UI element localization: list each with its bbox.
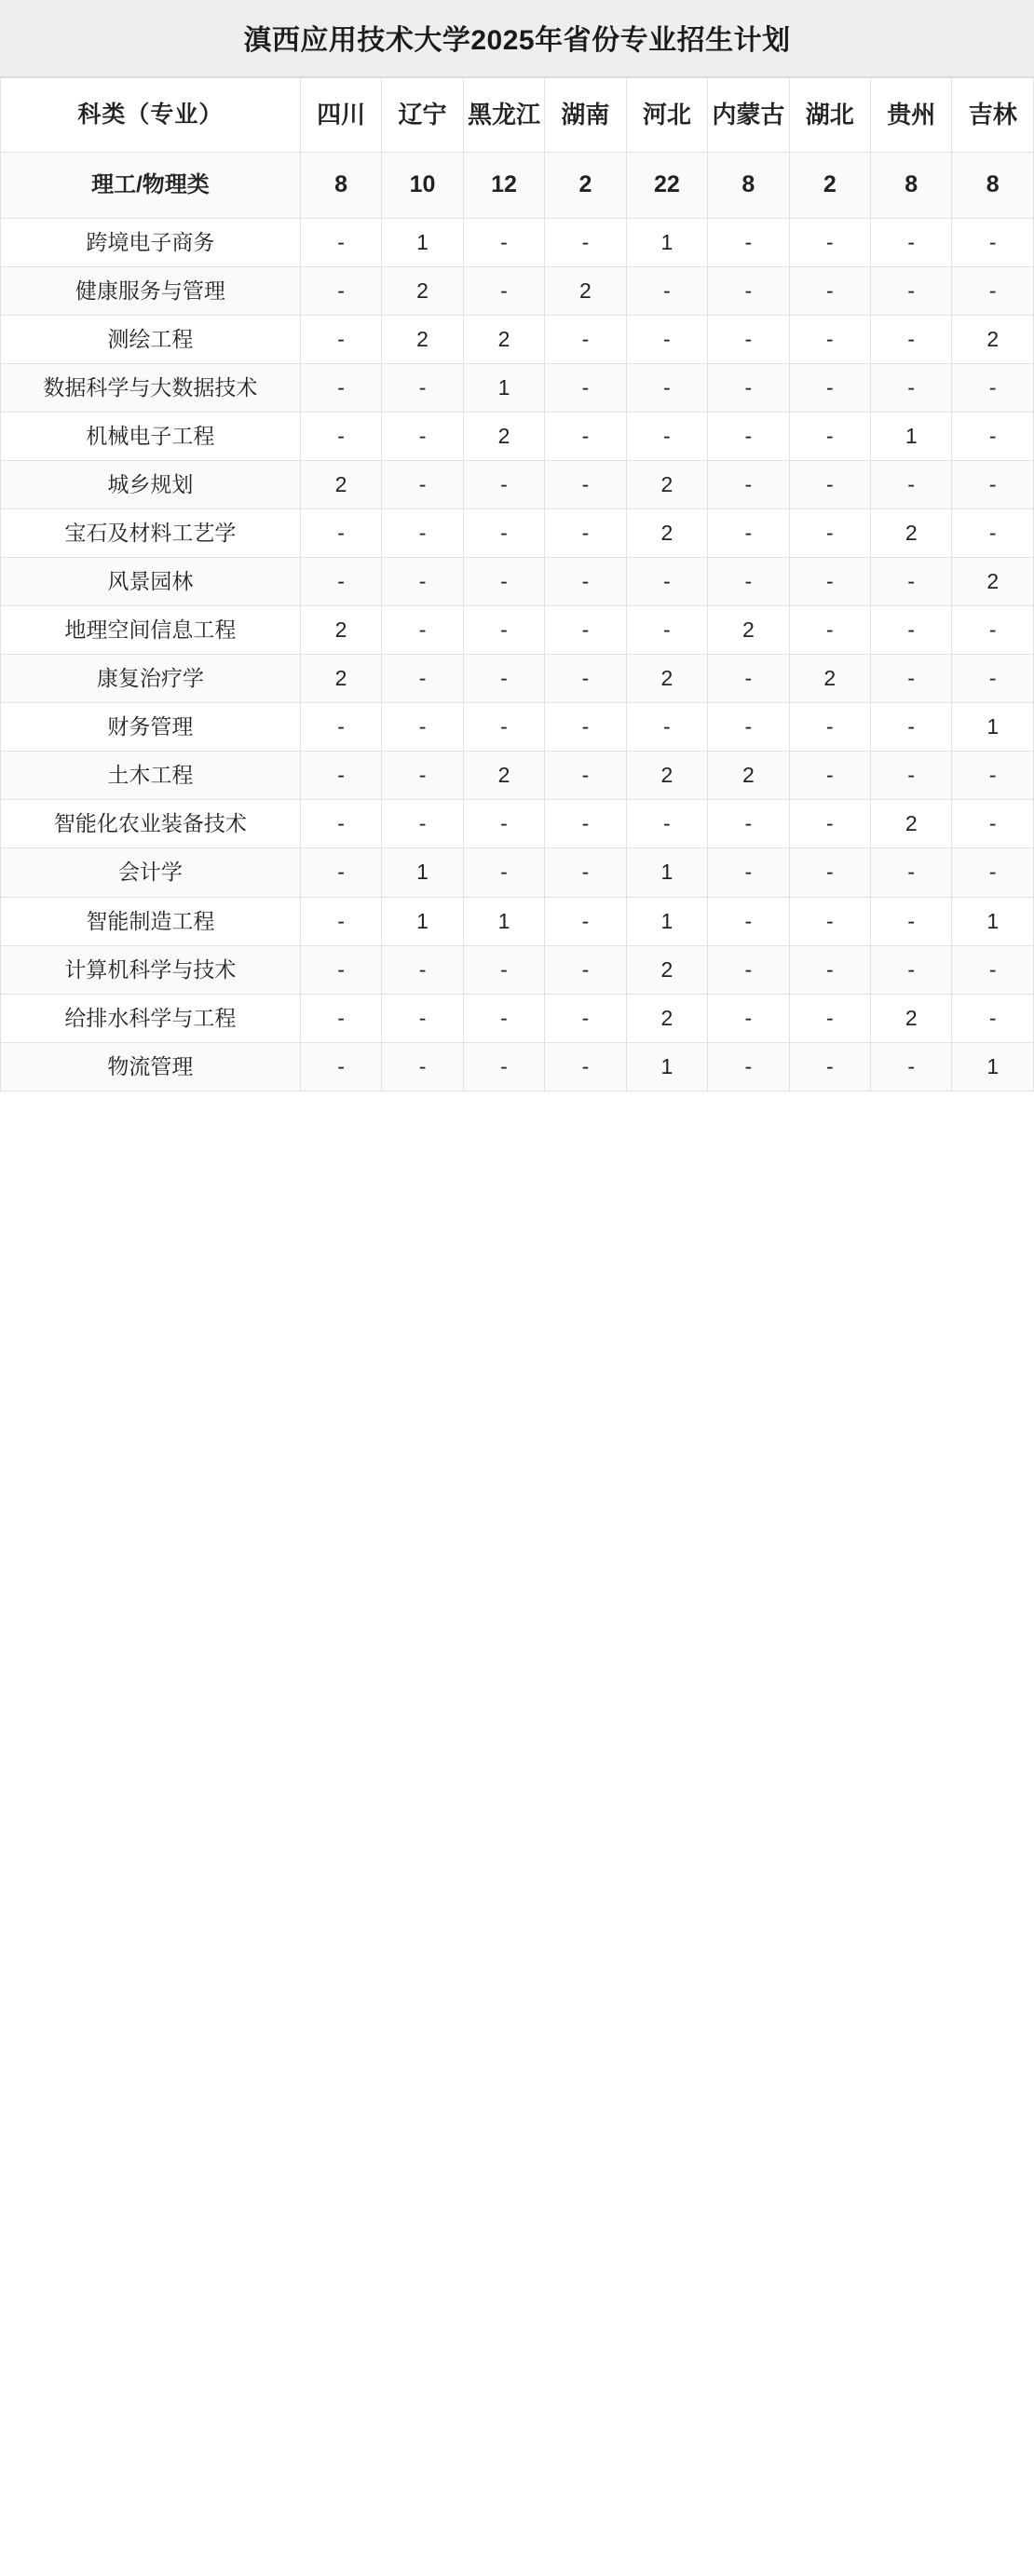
plan-value: 2 — [789, 655, 870, 703]
header-row — [1, 78, 1034, 153]
plan-value: - — [463, 606, 544, 655]
plan-value: 1 — [952, 703, 1034, 752]
plan-value: - — [463, 703, 544, 752]
plan-value: - — [545, 800, 626, 848]
plan-value: - — [463, 266, 544, 315]
plan-value: - — [545, 363, 626, 412]
plan-value: - — [789, 266, 870, 315]
plan-value: - — [708, 461, 789, 509]
plan-value: - — [545, 655, 626, 703]
plan-value: - — [545, 994, 626, 1042]
plan-value: 1 — [382, 218, 463, 266]
plan-value: - — [952, 945, 1034, 994]
section-value: 8 — [708, 153, 789, 219]
major-name: 机械电子工程 — [1, 413, 301, 461]
plan-value: - — [626, 413, 707, 461]
plan-value: - — [463, 1042, 544, 1091]
plan-value: - — [463, 509, 544, 558]
table-header — [1, 78, 1034, 153]
plan-value: - — [708, 655, 789, 703]
table-row — [1, 363, 1034, 412]
plan-value: 2 — [708, 606, 789, 655]
column-header-hebei: 河北 — [626, 78, 707, 153]
plan-value: - — [708, 266, 789, 315]
plan-value: - — [626, 800, 707, 848]
plan-value: - — [789, 363, 870, 412]
column-header-liaoning: 辽宁 — [382, 78, 463, 153]
plan-value: - — [871, 848, 952, 897]
plan-value: - — [382, 363, 463, 412]
plan-value: - — [545, 848, 626, 897]
plan-value: - — [382, 703, 463, 752]
plan-value: - — [871, 315, 952, 363]
plan-value: - — [871, 218, 952, 266]
plan-value: - — [708, 945, 789, 994]
plan-value: - — [463, 848, 544, 897]
major-name: 财务管理 — [1, 703, 301, 752]
plan-value: - — [545, 558, 626, 606]
plan-value: - — [952, 363, 1034, 412]
plan-value: 1 — [463, 363, 544, 412]
plan-value: - — [952, 800, 1034, 848]
plan-value: - — [871, 1042, 952, 1091]
plan-value: 1 — [626, 848, 707, 897]
plan-value: - — [626, 363, 707, 412]
plan-value: - — [789, 218, 870, 266]
plan-value: - — [789, 558, 870, 606]
plan-value: 1 — [626, 218, 707, 266]
plan-value: - — [708, 218, 789, 266]
plan-value: - — [382, 606, 463, 655]
plan-value: - — [545, 606, 626, 655]
table-row — [1, 413, 1034, 461]
plan-value: - — [789, 606, 870, 655]
plan-value: - — [871, 558, 952, 606]
plan-value: 2 — [626, 752, 707, 800]
plan-value: - — [871, 897, 952, 945]
plan-value: 1 — [382, 848, 463, 897]
table-row — [1, 800, 1034, 848]
plan-value: - — [789, 703, 870, 752]
plan-value: - — [300, 218, 381, 266]
plan-value: 1 — [382, 897, 463, 945]
plan-value: - — [382, 1042, 463, 1091]
table-row — [1, 606, 1034, 655]
plan-value: - — [952, 218, 1034, 266]
plan-value: - — [789, 413, 870, 461]
major-name: 智能制造工程 — [1, 897, 301, 945]
plan-value: - — [300, 703, 381, 752]
plan-value: - — [871, 266, 952, 315]
table-row — [1, 945, 1034, 994]
plan-value: 2 — [463, 315, 544, 363]
plan-value: 2 — [463, 413, 544, 461]
plan-value: - — [300, 413, 381, 461]
plan-value: - — [300, 800, 381, 848]
major-name: 地理空间信息工程 — [1, 606, 301, 655]
major-name: 健康服务与管理 — [1, 266, 301, 315]
plan-value: - — [300, 558, 381, 606]
enrollment-plan-sheet — [0, 0, 1034, 1091]
plan-value: - — [463, 945, 544, 994]
major-name: 宝石及材料工艺学 — [1, 509, 301, 558]
plan-value: - — [708, 800, 789, 848]
plan-value: 1 — [626, 897, 707, 945]
section-value: 8 — [952, 153, 1034, 219]
table-row — [1, 994, 1034, 1042]
table-row — [1, 509, 1034, 558]
plan-value: - — [626, 703, 707, 752]
section-value: 8 — [871, 153, 952, 219]
plan-value: 1 — [626, 1042, 707, 1091]
table-row — [1, 315, 1034, 363]
plan-value: - — [545, 945, 626, 994]
table-row — [1, 558, 1034, 606]
plan-value: - — [545, 461, 626, 509]
plan-value: - — [545, 703, 626, 752]
major-name: 风景园林 — [1, 558, 301, 606]
section-row-science — [1, 153, 1034, 219]
column-header-hubei: 湖北 — [789, 78, 870, 153]
plan-value: - — [871, 461, 952, 509]
plan-value: - — [300, 509, 381, 558]
plan-value: - — [708, 897, 789, 945]
plan-value: - — [708, 315, 789, 363]
column-header-guizhou: 贵州 — [871, 78, 952, 153]
plan-value: 1 — [952, 1042, 1034, 1091]
plan-value: 2 — [300, 606, 381, 655]
plan-value: - — [708, 703, 789, 752]
plan-value: - — [300, 266, 381, 315]
column-header-heilongjiang: 黑龙江 — [463, 78, 544, 153]
plan-value: - — [789, 752, 870, 800]
plan-value: - — [952, 994, 1034, 1042]
plan-value: - — [626, 558, 707, 606]
plan-value: - — [789, 945, 870, 994]
major-name: 数据科学与大数据技术 — [1, 363, 301, 412]
plan-value: 2 — [300, 461, 381, 509]
table-row — [1, 897, 1034, 945]
plan-value: - — [626, 266, 707, 315]
major-name: 土木工程 — [1, 752, 301, 800]
plan-value: - — [708, 1042, 789, 1091]
plan-value: - — [789, 461, 870, 509]
plan-value: - — [463, 994, 544, 1042]
table-row — [1, 655, 1034, 703]
plan-value: 2 — [871, 800, 952, 848]
plan-value: 2 — [626, 509, 707, 558]
plan-value: 1 — [871, 413, 952, 461]
plan-value: - — [626, 606, 707, 655]
plan-value: 2 — [300, 655, 381, 703]
column-header-jilin: 吉林 — [952, 78, 1034, 153]
section-value: 2 — [545, 153, 626, 219]
plan-value: 2 — [382, 315, 463, 363]
plan-value: - — [300, 752, 381, 800]
plan-value: - — [382, 800, 463, 848]
plan-value: - — [708, 413, 789, 461]
section-value: 8 — [300, 153, 381, 219]
column-header-major: 科类（专业） — [1, 78, 301, 153]
plan-value: - — [871, 703, 952, 752]
plan-value: - — [871, 945, 952, 994]
plan-value: - — [382, 655, 463, 703]
plan-value: - — [382, 752, 463, 800]
plan-value: - — [463, 558, 544, 606]
plan-value: - — [952, 266, 1034, 315]
plan-value: - — [708, 994, 789, 1042]
major-name: 康复治疗学 — [1, 655, 301, 703]
plan-value: - — [952, 413, 1034, 461]
plan-value: - — [789, 800, 870, 848]
major-name: 跨境电子商务 — [1, 218, 301, 266]
major-name: 城乡规划 — [1, 461, 301, 509]
table-body — [1, 153, 1034, 1091]
plan-value: 2 — [626, 461, 707, 509]
section-value: 12 — [463, 153, 544, 219]
major-name: 物流管理 — [1, 1042, 301, 1091]
plan-value: - — [300, 994, 381, 1042]
plan-value: 2 — [545, 266, 626, 315]
plan-value: - — [708, 848, 789, 897]
plan-value: - — [708, 363, 789, 412]
plan-value: - — [300, 1042, 381, 1091]
table-row — [1, 752, 1034, 800]
plan-value: - — [463, 461, 544, 509]
table-row — [1, 703, 1034, 752]
major-name: 测绘工程 — [1, 315, 301, 363]
section-label: 理工/物理类 — [1, 153, 301, 219]
plan-value: - — [708, 558, 789, 606]
plan-value: - — [952, 752, 1034, 800]
plan-value: - — [871, 752, 952, 800]
plan-value: 2 — [463, 752, 544, 800]
plan-value: - — [300, 945, 381, 994]
section-value: 22 — [626, 153, 707, 219]
table-row — [1, 461, 1034, 509]
plan-value: 2 — [871, 509, 952, 558]
major-name: 会计学 — [1, 848, 301, 897]
plan-value: - — [545, 413, 626, 461]
plan-value: 2 — [626, 994, 707, 1042]
plan-value: - — [300, 315, 381, 363]
plan-value: 2 — [708, 752, 789, 800]
plan-value: - — [545, 1042, 626, 1091]
plan-value: - — [789, 848, 870, 897]
plan-value: - — [545, 897, 626, 945]
plan-value: - — [789, 897, 870, 945]
section-value: 2 — [789, 153, 870, 219]
plan-value: 2 — [871, 994, 952, 1042]
major-name: 智能化农业装备技术 — [1, 800, 301, 848]
table-row — [1, 848, 1034, 897]
plan-value: - — [952, 655, 1034, 703]
plan-value: - — [789, 509, 870, 558]
plan-value: - — [300, 897, 381, 945]
table-row — [1, 1042, 1034, 1091]
plan-value: - — [952, 606, 1034, 655]
plan-value: 1 — [952, 897, 1034, 945]
plan-value: - — [463, 800, 544, 848]
plan-value: - — [545, 218, 626, 266]
plan-value: 2 — [952, 558, 1034, 606]
plan-value: - — [382, 945, 463, 994]
enrollment-plan-table — [0, 77, 1034, 1091]
plan-value: - — [382, 994, 463, 1042]
plan-value: - — [463, 218, 544, 266]
major-name: 给排水科学与工程 — [1, 994, 301, 1042]
plan-value: 1 — [463, 897, 544, 945]
plan-value: - — [382, 461, 463, 509]
column-header-sichuan: 四川 — [300, 78, 381, 153]
plan-value: 2 — [382, 266, 463, 315]
plan-value: - — [545, 752, 626, 800]
plan-value: 2 — [626, 655, 707, 703]
plan-value: - — [952, 848, 1034, 897]
page-title: 滇西应用技术大学2025年省份专业招生计划 — [0, 0, 1034, 77]
major-name: 计算机科学与技术 — [1, 945, 301, 994]
plan-value: 2 — [952, 315, 1034, 363]
plan-value: - — [300, 848, 381, 897]
plan-value: - — [789, 1042, 870, 1091]
plan-value: - — [871, 655, 952, 703]
plan-value: - — [626, 315, 707, 363]
section-value: 10 — [382, 153, 463, 219]
plan-value: - — [952, 461, 1034, 509]
table-row — [1, 266, 1034, 315]
plan-value: - — [300, 363, 381, 412]
plan-value: - — [708, 509, 789, 558]
table-row — [1, 218, 1034, 266]
plan-value: - — [789, 994, 870, 1042]
plan-value: - — [382, 413, 463, 461]
plan-value: - — [382, 509, 463, 558]
plan-value: - — [545, 315, 626, 363]
column-header-hunan: 湖南 — [545, 78, 626, 153]
plan-value: - — [952, 509, 1034, 558]
column-header-neimenggu: 内蒙古 — [708, 78, 789, 153]
plan-value: - — [871, 606, 952, 655]
plan-value: 2 — [626, 945, 707, 994]
plan-value: - — [789, 315, 870, 363]
plan-value: - — [463, 655, 544, 703]
plan-value: - — [871, 363, 952, 412]
plan-value: - — [382, 558, 463, 606]
plan-value: - — [545, 509, 626, 558]
